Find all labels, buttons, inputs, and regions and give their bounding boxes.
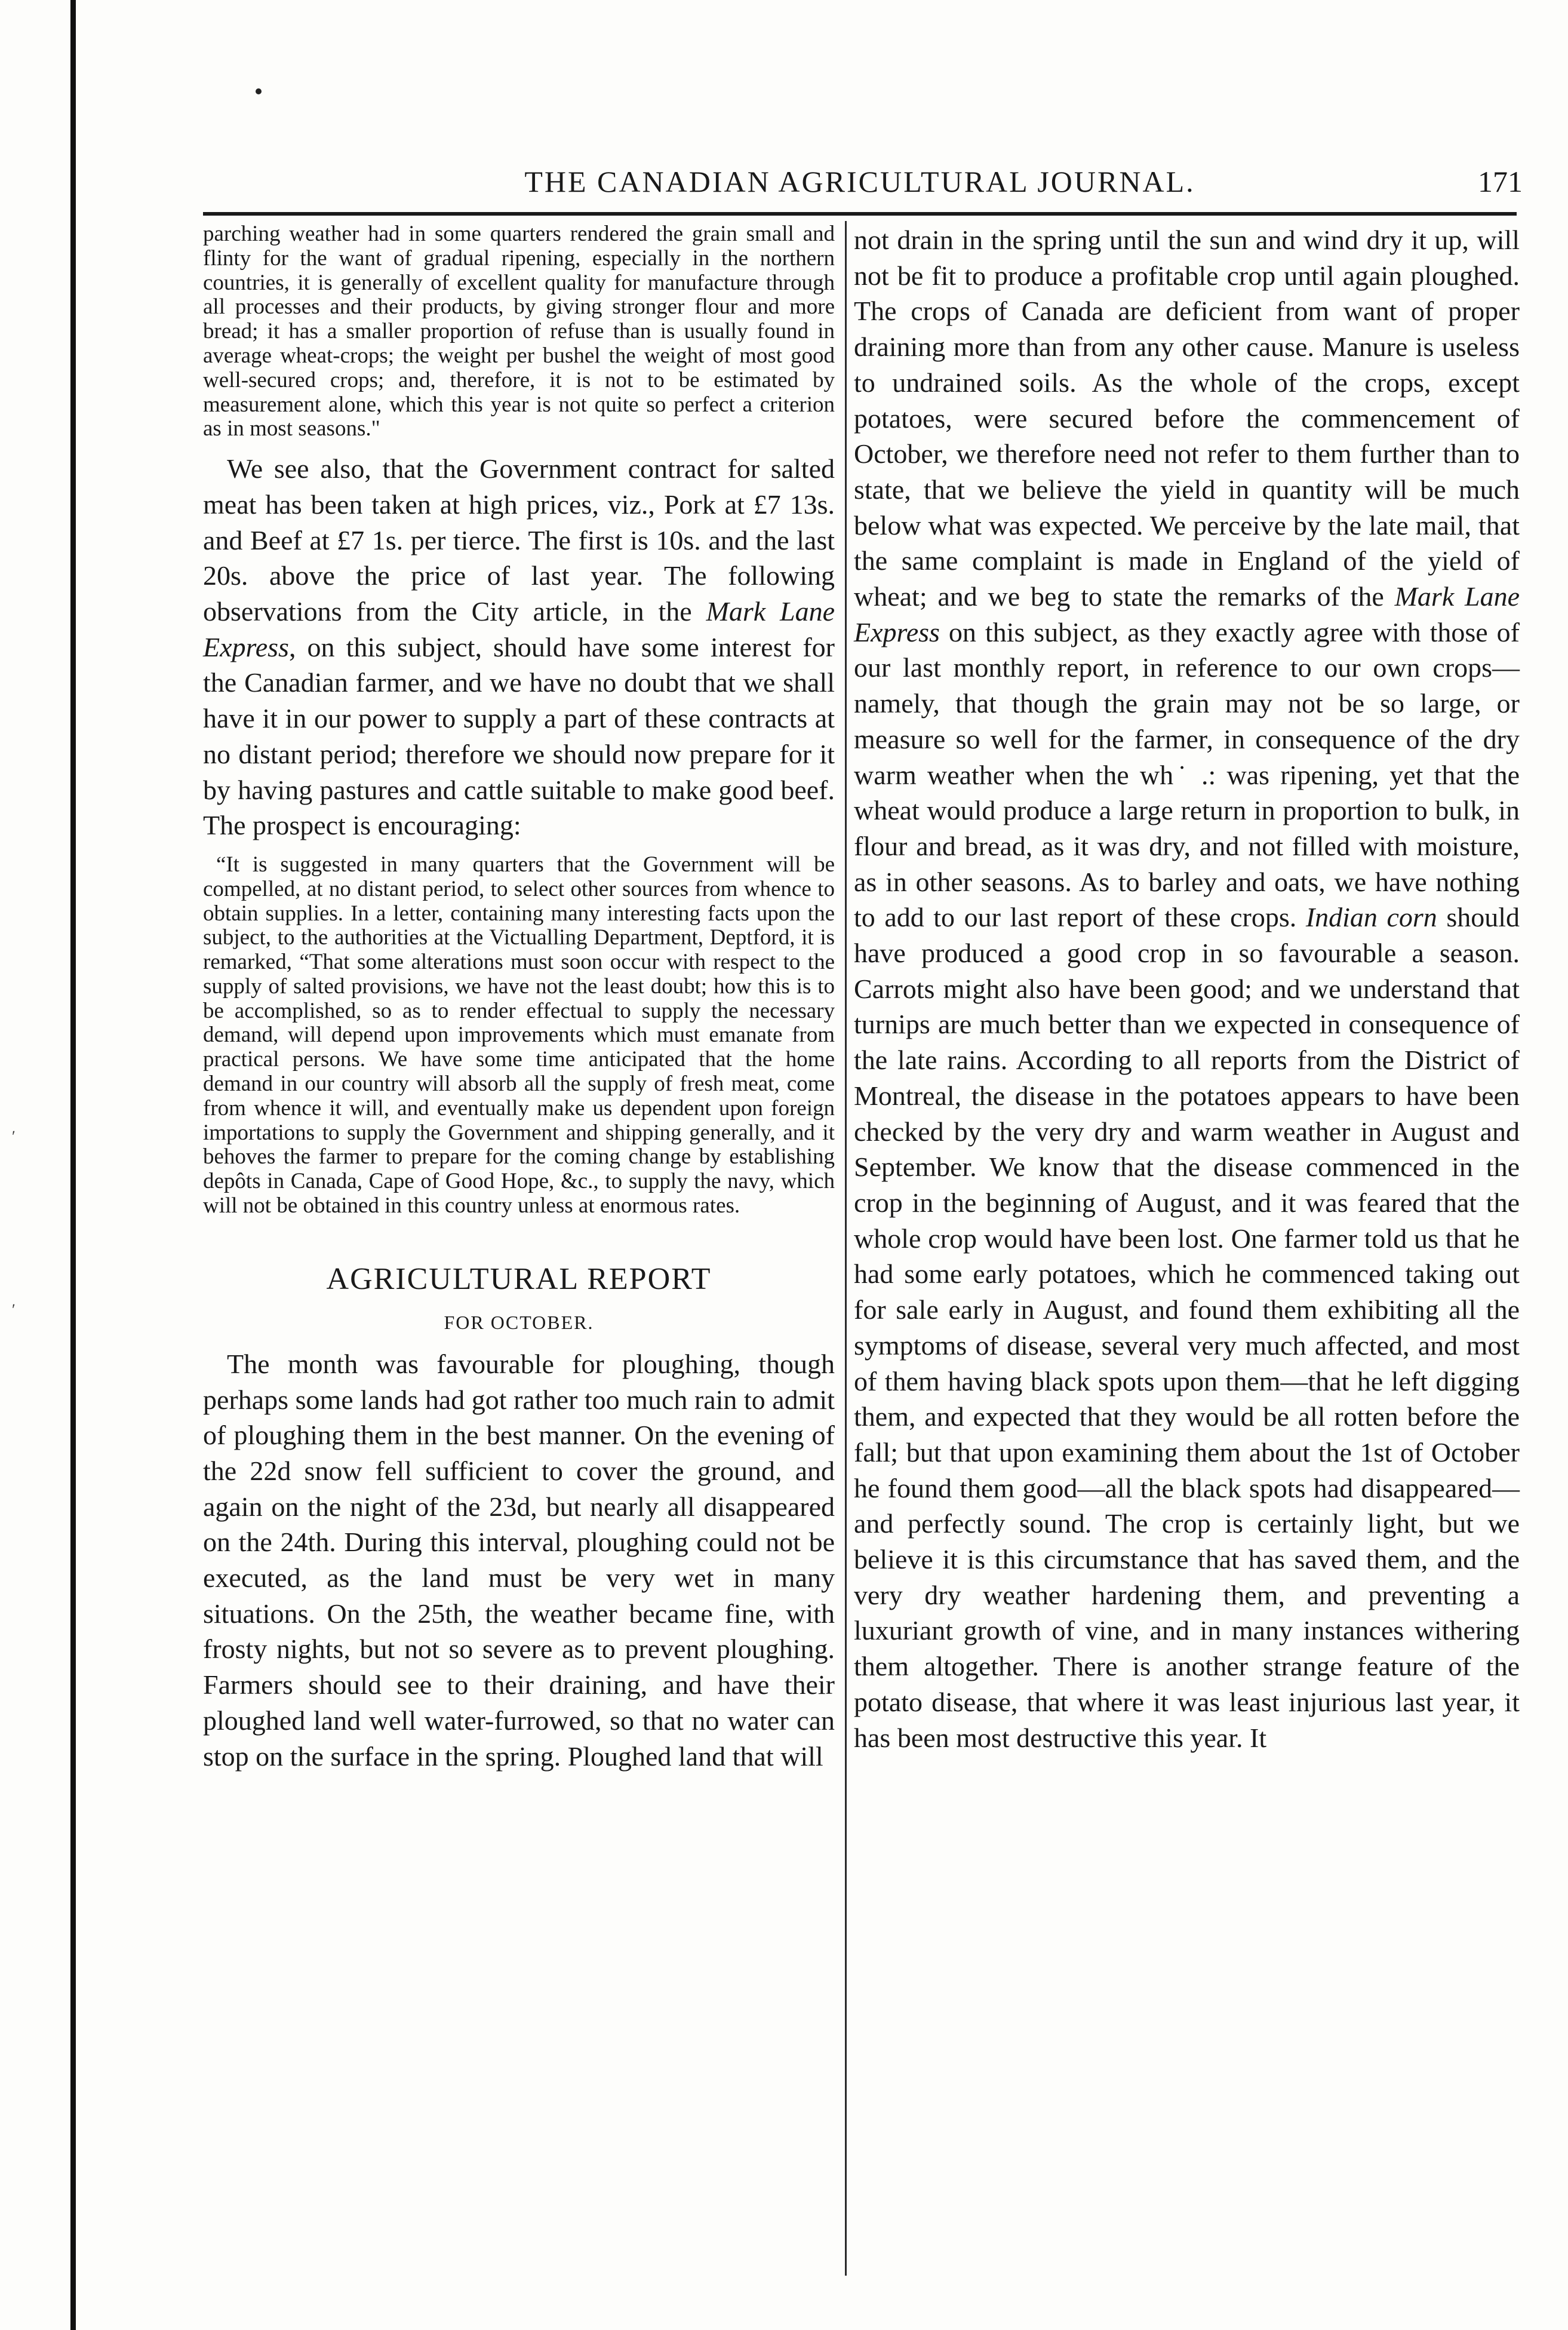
quote-continuation: parching weather had in some quarters rendered the grain small and flinty for the want of gradual ripening, especially in the northern countries, it is generally of excellent quality for manufacture through all processes and their products, by giving stronger flour and more bread; it has a smaller proportion of refuse than is usually found in average wheat-crops; the weight per bushel the weight of most good well-secured crops; and, therefore, it is not to be estimated by measurement alone, which this year is not quite so perfect a criterion as in most seasons." [203, 222, 835, 441]
left-column [203, 222, 835, 1774]
paragraph-text: , on this subject, should have some interest for the Canadian farmer, and we have no doubt that we shall have it in our power to supply a part of these contracts at no distant period; therefore we should now prepare for it by having pastures and cattle suitable to make good beef. The prospect is encouraging: [203, 631, 835, 841]
publication-title: Mark Lane Express [854, 581, 1520, 647]
scan-binding-edge [70, 0, 76, 2330]
column-divider [845, 221, 847, 2276]
page-number: 171 [1478, 165, 1523, 198]
page-header [197, 158, 1523, 212]
margin-dot [256, 88, 262, 94]
crop-name: Indian corn [1305, 902, 1437, 933]
paragraph-report: The month was favourable for ploughing, though perhaps some lands had got rather too much rain to admit of ploughing them in the best manner. On the evening of the 22d snow fell sufficient to cover the ground, and again on the night of the 23d, but nearly all disappeared on the 24th. During this interval, ploughing could not be executed, as the land must be very wet in many situations. On the 25th, the weather became fine, with frosty nights, but not so severe as to prevent ploughing. Farmers should see to their draining, and have their ploughed land well water-furrowed, so that no water can stop on the surface in the spring. Ploughed land that will [203, 1348, 835, 1772]
quote-government: “It is suggested in many quarters that the Government will be compelled, at no distant period, to select other sources from whence to obtain supplies. In a letter, containing many interesting facts upon the subject, to the authorities at the Victualling Department, Deptford, it is remarked, “That some alterations must soon occur with respect to the supply of salted provisions, we have not the least doubt; how this is to be accomplished, so as to render effectual to supply the necessary demand, will depend upon improvements which must emanate from practical persons. We have some time anticipated that the home demand in our country will absorb all the supply of fresh meat, come from whence it will, and eventually make us dependent upon foreign importations to supply the Government and shipping generally, and it behoves the farmer to prepare for the coming change by establishing depôts in Canada, Cape of Good Hope, &c., to supply the navy, which will not be obtained in this country unless at enormous rates. [203, 852, 835, 1218]
margin-mark: ʹ [12, 1128, 16, 1145]
paragraph-report-continued [854, 222, 1520, 1755]
right-column [854, 222, 1520, 1755]
running-title: THE CANADIAN AGRICULTURAL JOURNAL. [524, 165, 1195, 198]
paragraph-text: on this subject, as they exactly agree with those of our last monthly report, in reference to our own crops—namely, that though the grain may not be so large, or measure so well for the farmer, in consequence of the dry warm weather when the wh˙ .: was ripening, yet that the wheat would produce a large return in proportion to bulk, in flour and bread, as it was dry, and not filled with moisture, as in other seasons. As to barley and oats, we have nothing to add to our last report of these crops. [854, 616, 1520, 933]
paragraph-text: not drain in the spring until the sun and wind dry it up, will not be fit to produce a profitable crop until again ploughed. The crops of Canada are deficient from want of proper draining more than from any other cause. Manure is useless to undrained soils. As the whole of the crops, except potatoes, were secured before the commencement of October, we therefore need not refer to them further than to state, that we believe the yield in quantity will be much below what was expected. We perceive by the late mail, that the same complaint is made in England of the yield of wheat; and we beg to state the remarks of the [854, 225, 1520, 612]
header-rule [203, 212, 1517, 216]
paragraph-text: We see also, that the Government contract for salted meat has been taken at high prices, viz., Pork at £7 13s. and Beef at £7 1s. per tierce. The first is 10s. and the last 20s. above the price of last year. The following observations from the City article, in the [203, 453, 835, 627]
margin-mark: ʹ [12, 1301, 16, 1318]
publication-title: Mark Lane Express [203, 595, 835, 662]
section-title: AGRICULTURAL REPORT [326, 1261, 712, 1296]
paragraph-text: should have produced a good crop in so favourable a season. Carrots might also have been good; and we understand that turnips are much better than we expected in consequence of the late rains. According to all reports from the District of Montreal, the disease in the potatoes appears to have been checked by the very dry and warm weather in August and September. We know that the disease commenced in the crop in the beginning of August, and it was feared that the whole crop would have been lost. One farmer told us that he had some early potatoes, which he commenced taking out for sale early in August, and found them exhibiting all the symptoms of disease, several very much affected, and most of them having black spots upon them—that he left digging them, and expected that they would be all rotten before the fall; but that upon examining them about the 1st of October he found them good—all the black spots had disappeared—and perfectly sound. The crop is certainly light, but we believe it is this circumstance that has saved them, and the very dry weather hardening them, and preventing a luxuriant growth of vine, and in many instances withering them altogether. There is another strange feature of the potato disease, that where it was least injurious last year, it has been most destructive this year. It [854, 902, 1520, 1753]
paragraph-government-contract [203, 451, 835, 843]
section-subtitle: FOR OCTOBER. [444, 1311, 594, 1333]
